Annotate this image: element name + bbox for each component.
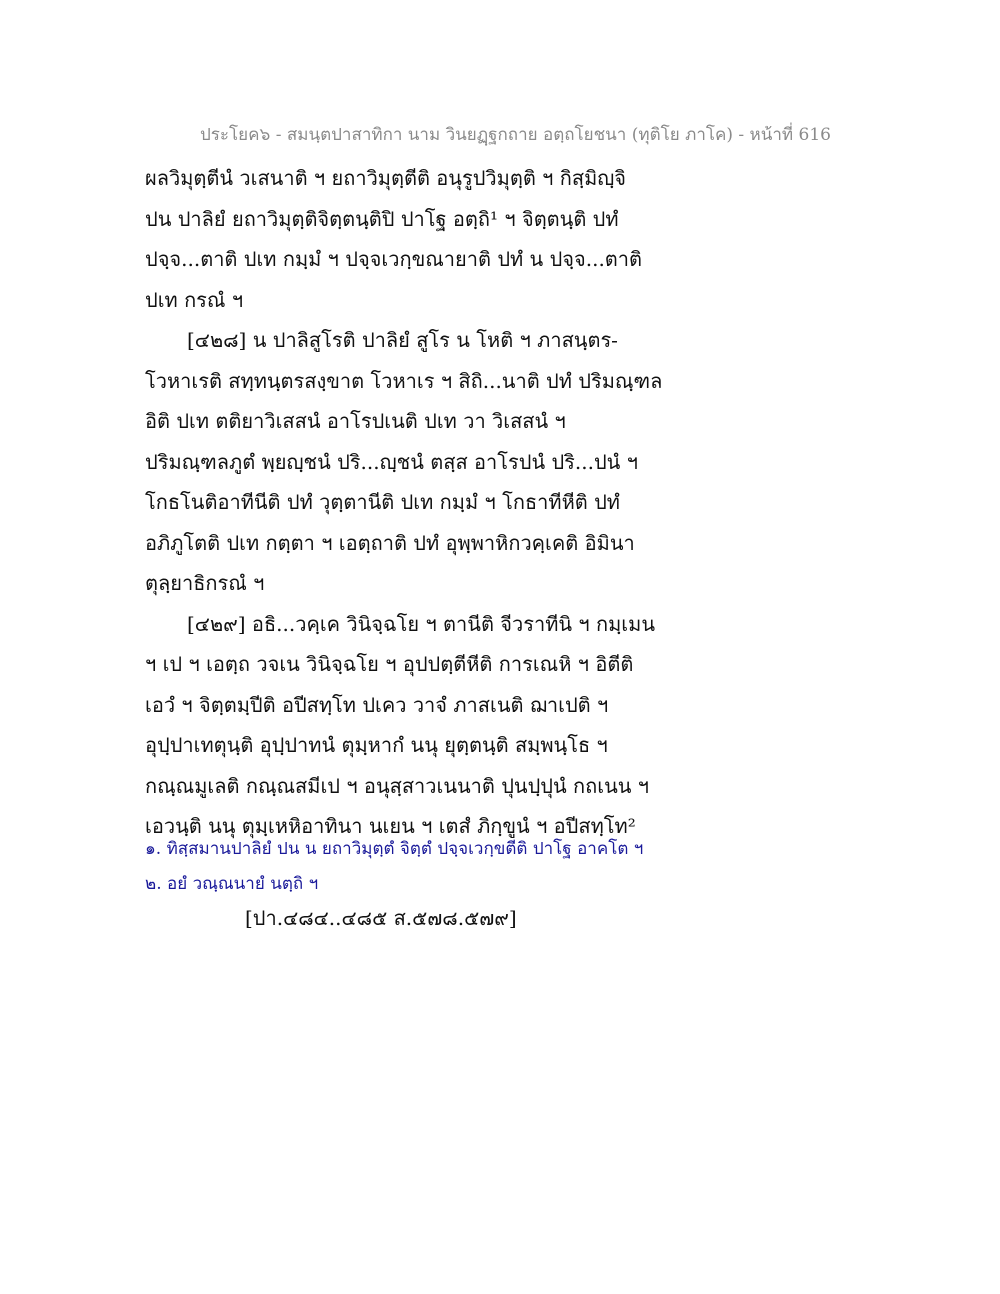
text-line: อิติ ปเท ตติยาวิเสสนํ อาโรปเนติ ปเท วา วิเสสนํ ฯ (145, 409, 566, 433)
text-line: ผลวิมุตฺตีนํ วเสนาติ ฯ ยถาวิมุตฺตีติ อนุรูปวิมุตฺติ ฯ กิสฺมิญฺจิ (145, 166, 627, 190)
footnotes (145, 832, 845, 902)
text-line: ปจฺจ...ตาติ ปเท กมฺมํ ฯ ปจฺจเวกฺขณายาติ ปทํ น ปจฺจ...ตาติ (145, 247, 643, 271)
text-line: ปริมณฺฑลภูตํ พฺยญฺชนํ ปริ...ญฺชนํ ตสฺส อาโรปนํ ปริ...ปนํ ฯ (145, 449, 638, 474)
paragraph-429-start: [๔๒๙] อธิ...วคฺเค วินิจฺฉโย ฯ ตานีติ จีวราทีนิ ฯ กมฺเมน (187, 611, 655, 636)
footnote-1: ๑. ทิสฺสมานปาลิยํ ปน น ยถาวิมุตฺตํ จิตฺตํ ปจฺจเวกฺขตีติ ปาโฐ อาคโต ฯ (145, 839, 644, 859)
text-line: ตุลฺยาธิกรณํ ฯ (145, 571, 265, 595)
text-line: กณฺณมูเลติ กณฺณสมีเป ฯ อนุสฺสาวเนนาติ ปุนปฺปุนํ กถเนน ฯ (145, 773, 650, 798)
text-line: โกธโนติอาทีนีติ ปทํ วุตฺตานีติ ปเท กมฺมํ ฯ โกธาทีหีติ ปทํ (145, 490, 620, 514)
running-header: ประโยค๖ - สมนฺตปาสาทิกา นาม วินยฏฺฐกถาย อตฺถโยชนา (ทุติโย ภาโค) - หน้าที่ 616 (200, 125, 831, 145)
text-line: ปน ปาลิยํ ยถาวิมุตฺติจิตฺตนฺติปิ ปาโฐ อตฺถิ¹ ฯ จิตฺตนฺติ ปทํ (145, 206, 619, 231)
text-line: เอวํ ฯ จิตฺตมฺปีติ อปีสทฺโท ปเคว วาจํ ภาสเนติ ฌาเปติ ฯ (145, 692, 609, 717)
text-line: ฯ เป ฯ เอตฺถ วจเน วินิจฺฉโย ฯ อุปปตฺตีหีติ การเณหิ ฯ อิตีติ (145, 652, 634, 676)
page-reference: [ปา.๔๘๔..๔๘๕ ส.๕๗๘.๕๗๙] (245, 906, 517, 930)
text-line: เอวนฺติ นนุ ตุมฺเหหิอาทินา นเยน ฯ เตสํ ภิกฺขูนํ ฯ อปีสทฺโท² (145, 814, 636, 838)
main-text (145, 158, 845, 847)
text-line: อุปฺปาเทตุนฺติ อุปฺปาทนํ ตุมฺหากํ นนุ ยุตฺตนฺติ สมฺพนฺโธ ฯ (145, 733, 608, 757)
text-line: โวหาเรติ สทฺทนฺตรสงฺขาต โวหาเร ฯ สิถิ...นาติ ปทํ ปริมณฺฑล (145, 368, 663, 393)
paragraph-428-start: [๔๒๘] น ปาลิสูโรติ ปาลิยํ สูโร น โหติ ฯ ภาสนฺตร- (187, 328, 618, 352)
footnote-2: ๒. อยํ วณฺณนายํ นตฺถิ ฯ (145, 874, 319, 894)
text-line: อภิภูโตติ ปเท กตฺตา ฯ เอตฺถาติ ปทํ อุพฺพาหิกวคฺเคติ อิมินา (145, 530, 635, 555)
text-line: ปเท กรณํ ฯ (145, 287, 244, 312)
